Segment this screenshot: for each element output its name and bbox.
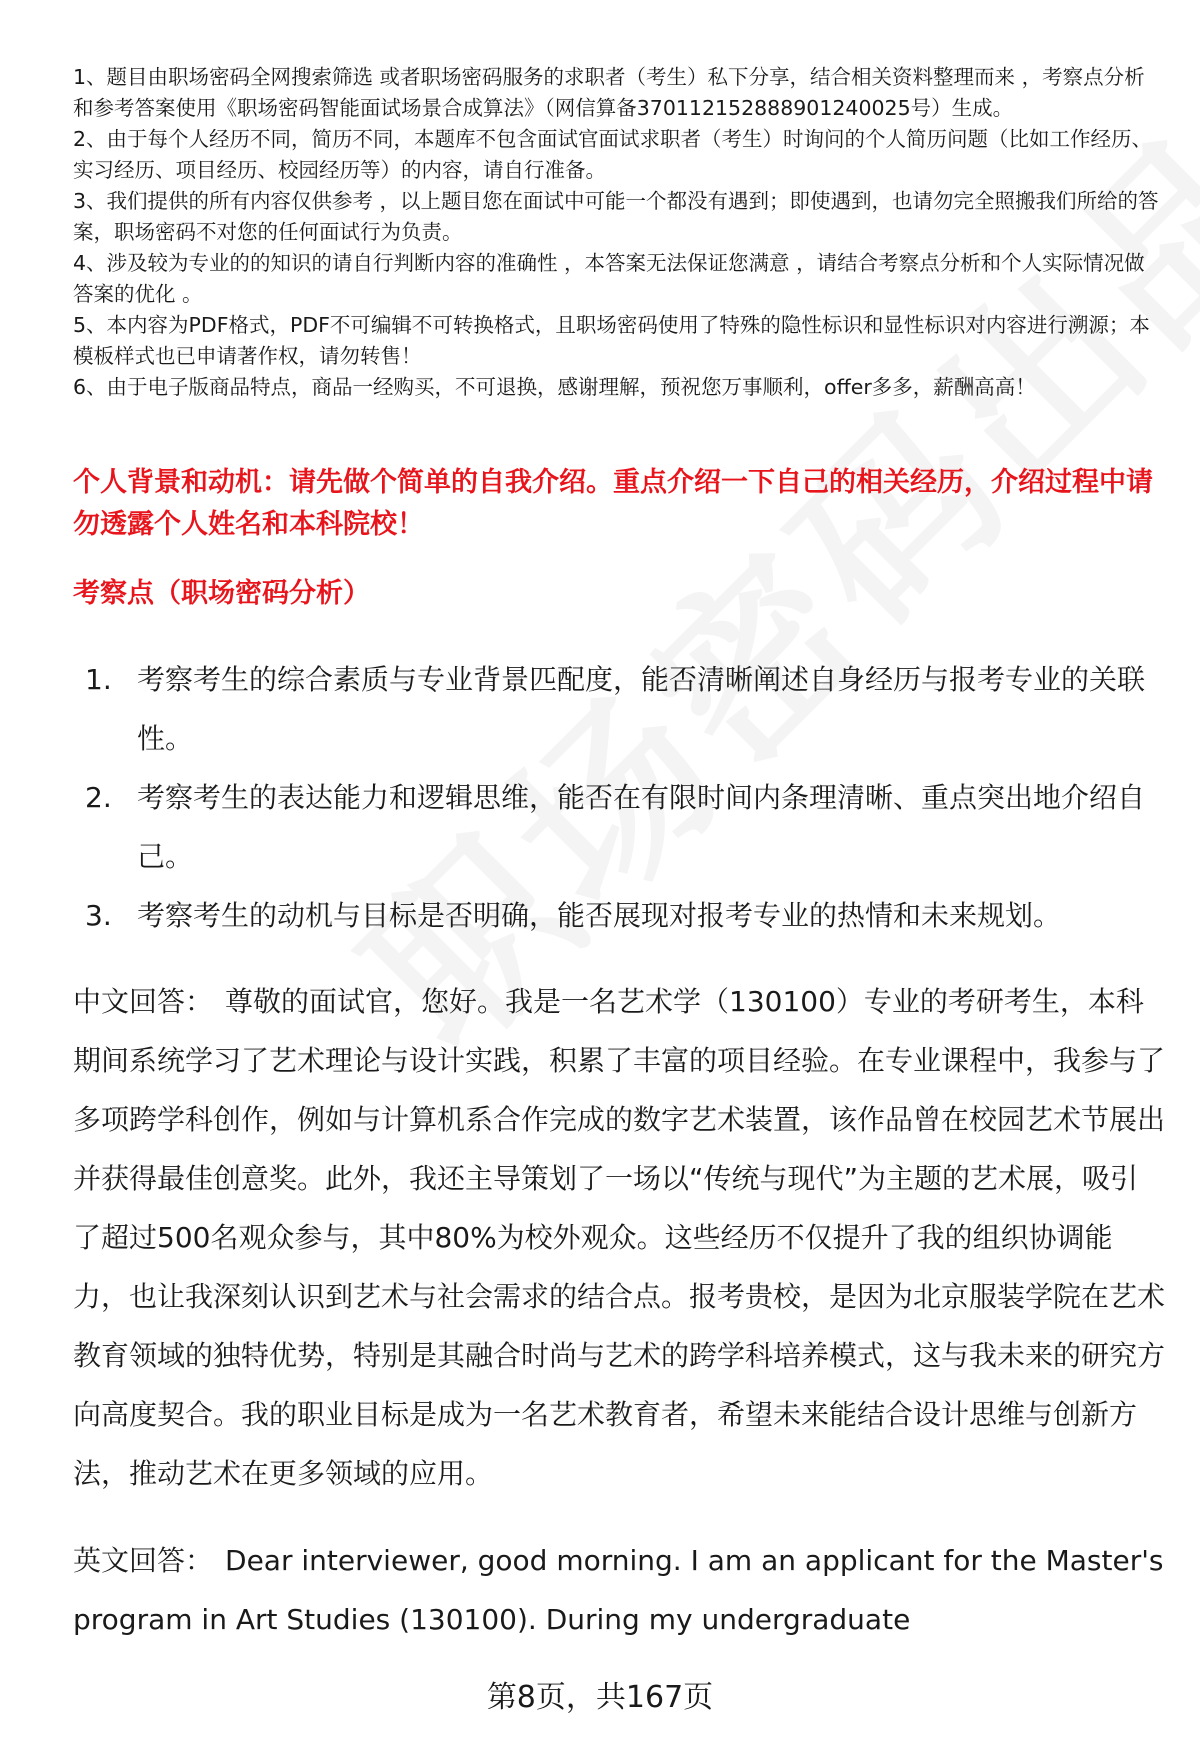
list-text: 考察考生的动机与目标是否明确，能否展现对报考专业的热情和未来规划。 bbox=[137, 899, 1062, 932]
note-item: 1、题目由职场密码全网搜索筛选 或者职场密码服务的求职者（考生）私下分享，结合相关资料整理而来 ，考察点分析和参考答案使用《职场密码智能面试场景合成算法》（网信算备370112152888901240025号）生成。 bbox=[73, 65, 1145, 120]
list-number: 3. bbox=[85, 899, 112, 932]
points-heading: 考察点（职场密码分析） bbox=[73, 578, 370, 609]
assessment-points-list bbox=[73, 650, 1165, 945]
note-item: 3、我们提供的所有内容仅供参考 ，以上题目您在面试中可能一个都没有遇到；即使遇到，也请勿完全照搬我们所给的答案，职场密码不对您的任何面试行为负责。 bbox=[73, 189, 1159, 244]
note-item: 5、本内容为PDF格式，PDF不可编辑不可转换格式，且职场密码使用了特殊的隐性标识和显性标识对内容进行溯源；本模板样式也已申请著作权，请勿转售！ bbox=[73, 313, 1150, 368]
list-item bbox=[73, 650, 1165, 768]
list-item bbox=[73, 768, 1165, 886]
list-text: 考察考生的综合素质与专业背景匹配度，能否清晰阐述自身经历与报考专业的关联性。 bbox=[137, 663, 1146, 755]
chinese-answer-text: 尊敬的面试官，您好。我是一名艺术学（130100）专业的考研考生，本科期间系统学习了艺术理论与设计实践，积累了丰富的项目经验。在专业课程中，我参与了多项跨学科创作，例如与计算机系合作完成的数字艺术装置，该作品曾在校园艺术节展出并获得最佳创意奖。此外，我还主导策划了一场以“传统与现代”为主题的艺术展，吸引了超过500名观众参与，其中80%为校外观众。这些经历不仅提升了我的组织协调能力，也让我深刻认识到艺术与社会需求的结合点。报考贵校，是因为北京服装学院在艺术教育领域的独特优势，特别是其融合时尚与艺术的跨学科培养模式，这与我未来的研究方向高度契合。我的职业目标是成为一名艺术教育者，希望未来能结合设计思维与创新方法，推动艺术在更多领域的应用。 bbox=[73, 985, 1166, 1490]
note-item: 6、由于电子版商品特点，商品一经购买，不可退换，感谢理解，预祝您万事顺利，offer多多，薪酬高高！ bbox=[73, 375, 1036, 399]
disclaimer-notes bbox=[73, 62, 1165, 403]
note-item: 4、涉及较为专业的的知识的请自行判断内容的准确性 ，本答案无法保证您满意 ，请结合考察点分析和个人实际情况做答案的优化 。 bbox=[73, 251, 1145, 306]
list-text: 考察考生的表达能力和逻辑思维，能否在有限时间内条理清晰、重点突出地介绍自己。 bbox=[137, 781, 1146, 873]
list-item bbox=[73, 886, 1165, 945]
chinese-answer-label: 中文回答： bbox=[73, 985, 214, 1018]
english-answer bbox=[73, 1531, 1165, 1649]
page-number: 第8页，共167页 bbox=[486, 1680, 714, 1715]
list-number: 1. bbox=[85, 663, 112, 696]
chinese-answer bbox=[73, 972, 1165, 1503]
english-answer-text: Dear interviewer, good morning. I am an applicant for the Master's program in Art Studies (130100). During my undergraduate bbox=[73, 1544, 1164, 1636]
list-number: 2. bbox=[85, 781, 112, 814]
note-item: 2、由于每个人经历不同，简历不同，本题库不包含面试官面试求职者（考生）时询问的个人简历问题（比如工作经历、实习经历、项目经历、校园经历等）的内容，请自行准备。 bbox=[73, 127, 1153, 182]
question-title: 个人背景和动机：请先做个简单的自我介绍。重点介绍一下自己的相关经历，介绍过程中请勿透露个人姓名和本科院校！ bbox=[73, 467, 1153, 540]
english-answer-label: 英文回答： bbox=[73, 1544, 214, 1577]
